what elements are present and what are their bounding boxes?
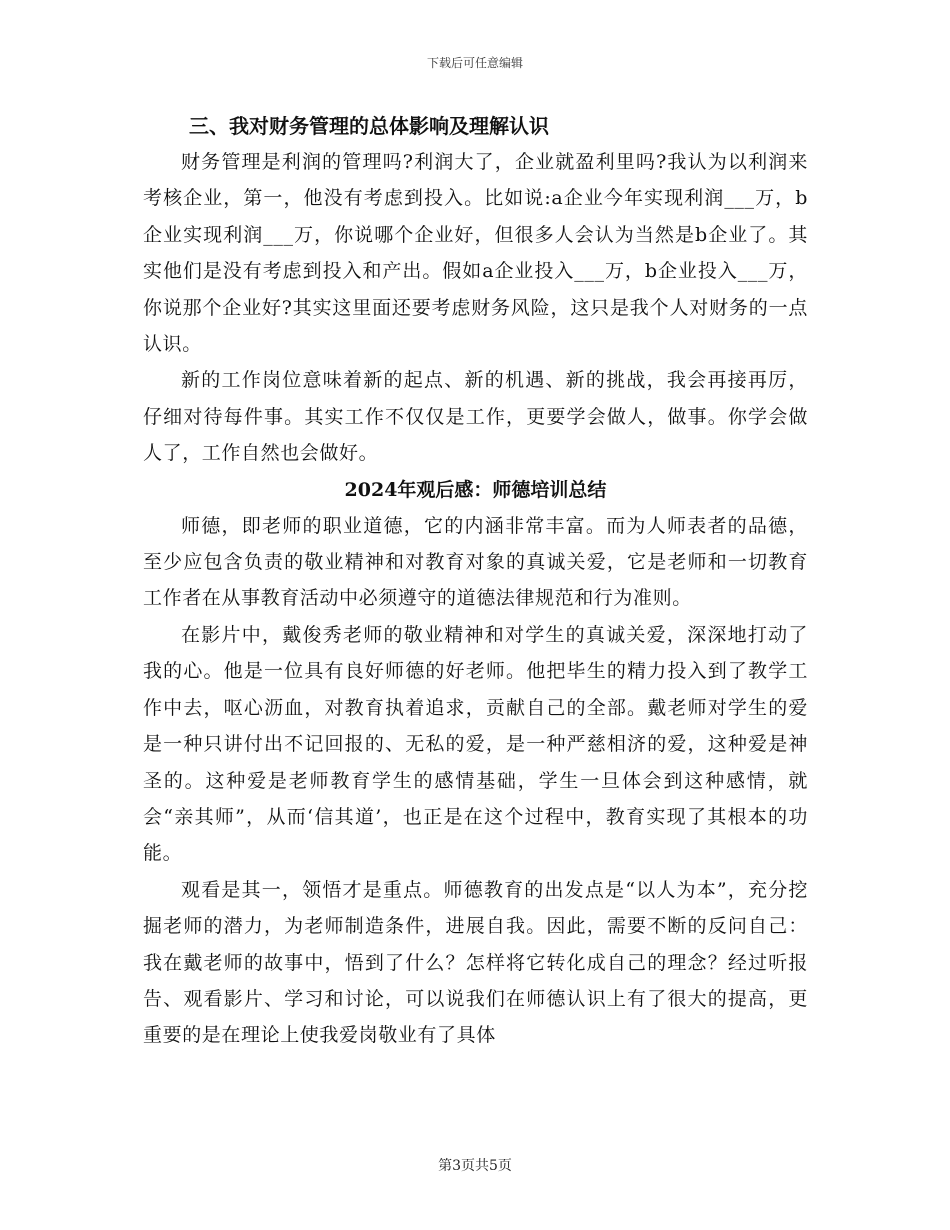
page-number: 第3页共5页 bbox=[438, 1158, 512, 1174]
section-heading-finance: 三、我对财务管理的总体影响及理解认识 bbox=[189, 114, 549, 138]
document-body bbox=[143, 108, 808, 1054]
paragraph: 师德，即老师的职业道德，它的内涵非常丰富。而为人师表者的品德，至少应包含负责的敬业精神和对教育对象的真诚关爱，它是老师和一切教育工作者在从事教育活动中必须遵守的道德法律规范和行为准则。 bbox=[143, 514, 808, 610]
paragraph: 新的工作岗位意味着新的起点、新的机遇、新的挑战，我会再接再厉，仔细对待每件事。其实工作不仅仅是工作，更要学会做人，做事。你学会做人了，工作自然也会做好。 bbox=[143, 369, 808, 465]
paragraph: 财务管理是利润的管理吗?利润大了，企业就盈利里吗?我认为以利润来考核企业，第一，他没有考虑到投入。比如说:a企业今年实现利润___万，b企业实现利润___万，你说哪个企业好，但很多人会认为当然是b企业了。其实他们是没有考虑到投入和产出。假如a企业投入___万，b企业投入___万，你说那个企业好?其实这里面还要考虑财务风险，这只是我个人对财务的一点认识。 bbox=[143, 151, 808, 356]
page-header-note: 下载后可任意编辑 bbox=[426, 56, 523, 70]
section-heading-teacher-ethics: 2024年观后感：师德培训总结 bbox=[344, 478, 607, 501]
paragraph: 观看是其一，领悟才是重点。师德教育的出发点是“以人为本”，充分挖掘老师的潜力，为老师制造条件，进展自我。因此，需要不断的反问自己：我在戴老师的故事中，悟到了什么？怎样将它转化成自己的理念？经过听报告、观看影片、学习和讨论，可以说我们在师德认识上有了很大的提高，更重要的是在理论上使我爱岗敬业有了具体 bbox=[143, 878, 808, 1047]
paragraph: 在影片中，戴俊秀老师的敬业精神和对学生的真诚关爱，深深地打动了我的心。他是一位具有良好师德的好老师。他把毕生的精力投入到了教学工作中去，呕心沥血，对教育执着追求，贡献自己的全部。戴老师对学生的爱是一种只讲付出不记回报的、无私的爱，是一种严慈相济的爱，这种爱是神圣的。这种爱是老师教育学生的感情基础，学生一旦体会到这种感情，就会“亲其师”，从而‘信其道’，也正是在这个过程中，教育实现了其根本的功能。 bbox=[143, 623, 808, 865]
